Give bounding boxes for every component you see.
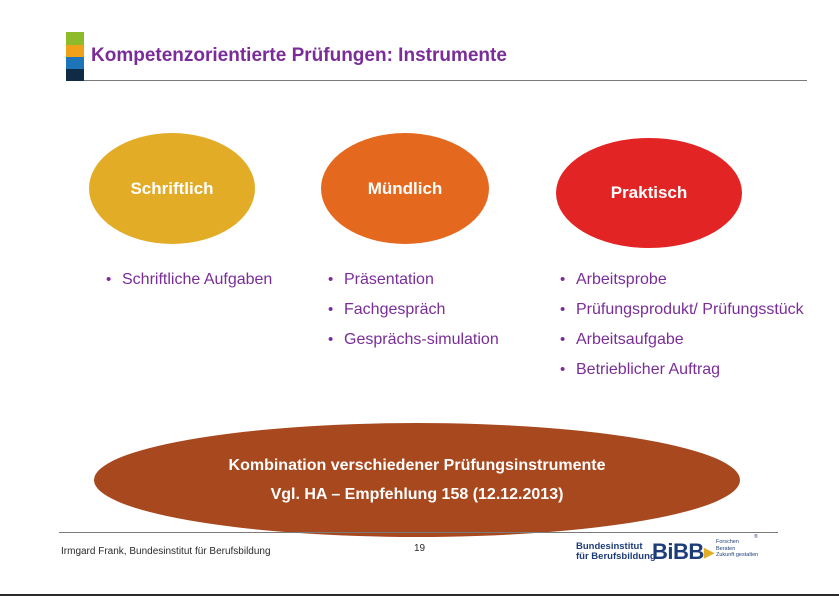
logo-tagline-line: Forschen (716, 539, 739, 545)
slide-title: Kompetenzorientierte Prüfungen: Instrumente (91, 45, 507, 66)
logo-institute-line-1: Bundesinstitut (576, 541, 643, 552)
footer-divider (59, 532, 778, 533)
header-color-bar-blue (66, 57, 84, 69)
logo-dot-icon: ▸ (703, 539, 715, 564)
title-divider (84, 80, 807, 81)
list-item: • Gesprächs-simulation (328, 329, 528, 350)
list-item: • Prüfungsprodukt/ Prüfungsstück (560, 299, 820, 320)
logo-tagline-line: Zukunft gestalten (716, 552, 759, 558)
summary-oval (94, 423, 740, 537)
logo-institute-name (576, 542, 656, 562)
oval-label: Praktisch (610, 183, 688, 202)
list-praktisch (560, 269, 820, 389)
list-item: • Schriftliche Aufgaben (106, 269, 286, 290)
summary-line-1: Kombination verschiedener Prüfungsinstrumente (228, 457, 606, 474)
list-item: • Arbeitsaufgabe (560, 329, 820, 350)
oval-muendlich (321, 133, 489, 244)
header-color-bar-navy (66, 69, 84, 81)
logo-institute-line-2: für Berufsbildung (576, 551, 656, 562)
oval-schriftlich (89, 133, 255, 244)
list-item: • Präsentation (328, 269, 528, 290)
header-color-bar-orange (66, 45, 84, 57)
oval-praktisch (556, 138, 742, 248)
logo-registered-mark: ® (754, 534, 758, 540)
logo-tagline-line: Beraten (716, 545, 736, 552)
bibb-logo (576, 534, 776, 567)
header-color-bar-green (66, 32, 84, 45)
summary-line-2: Vgl. HA – Empfehlung 158 (12.12.2013) (270, 486, 564, 503)
logo-mark (652, 539, 714, 565)
logo-mark-text: BiBB (652, 539, 704, 564)
list-schriftlich (106, 269, 286, 299)
list-item: • Betrieblicher Auftrag (560, 359, 820, 380)
page-number: 19 (414, 543, 426, 554)
footer-author: Irmgard Frank, Bundesinstitut für Berufsbildung (61, 546, 271, 557)
list-item: • Arbeitsprobe (560, 269, 820, 290)
oval-label: Schriftlich (130, 178, 214, 198)
logo-tagline (716, 539, 758, 559)
oval-label: Mündlich (367, 178, 443, 198)
list-item: • Fachgespräch (328, 299, 528, 320)
list-muendlich (328, 269, 528, 359)
